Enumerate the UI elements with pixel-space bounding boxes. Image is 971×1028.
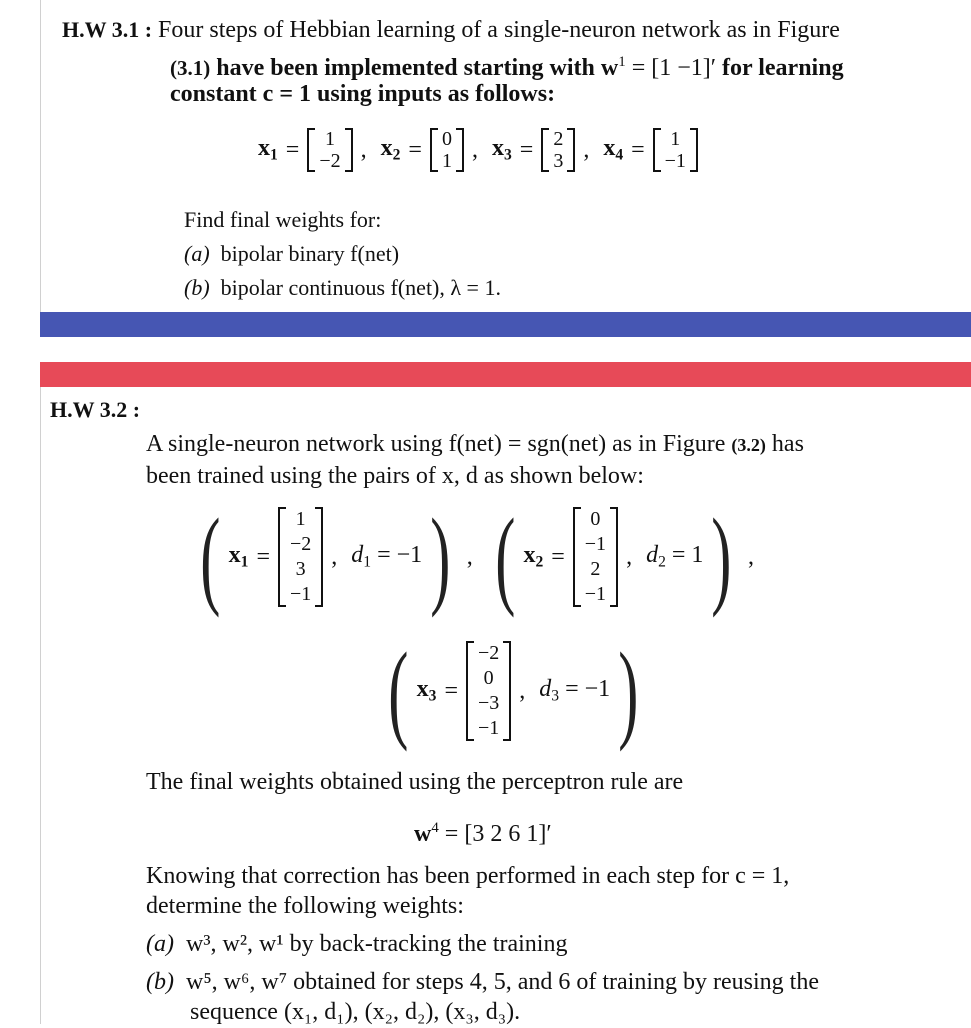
w-init-symbol: w [600,54,619,81]
x4-label: $x_4$ [603,135,624,164]
divider-band-red [40,362,971,387]
w-init-value: [1 −1]′ [651,54,717,81]
hw1-line2-text: have been implemented starting with [216,54,595,81]
x3-vector: 2 3 [541,128,575,172]
hw1-line2: (3.1) have been implemented starting with $w^1 = [1 -1]'$ for learning [170,54,844,81]
right-paren: ) [430,496,451,618]
hw2-know1: Knowing that correction has been performed in each step for c = 1, [146,863,790,889]
hw2-pairs-row1: ( $x_1$ = 1 −2 3 −1 , $d_1 = -1$ ) , ( $x_2$ = 0 −1 2 −1 , $d_2 = 1$ ) , [200,496,755,618]
x4-vector: 1 −1 [653,128,698,172]
x2-label: $x_2$ [380,135,401,164]
pair2-x-vector: 0 −1 2 −1 [573,507,618,607]
pair1-d: $d_1 = -1$ [351,542,423,571]
pair2-d: $d_2 = 1$ [646,542,704,571]
left-paren: ( [388,630,409,752]
hw1-figure-ref: (3.1) [170,55,211,80]
x2-vector: 0 1 [430,128,464,172]
hw2-line2: been trained using the pairs of x, d as shown below: [146,463,644,489]
pair3-x-vector: −2 0 −3 −1 [466,641,511,741]
hw1-part-a: (a) bipolar binary f(net) [184,241,400,266]
hw2-part-b-cont: sequence (x₁, d₁), (x₂, d₂), (x₃, d₃). [190,999,521,1025]
hw2-pairs-row2: ( $x_3$ = −2 0 −3 −1 , $d_3 = -1$ ) [388,630,639,752]
hw2-final-text: The final weights obtained using the perceptron rule are [146,769,684,795]
hw1-line2-end: for learning [722,54,844,81]
hw1-line1-text: Four steps of Hebbian learning of a single-neuron network as in Figure [158,17,840,43]
hw1-label: H.W 3.1 : [62,17,153,42]
x1-label: $x_1$ [258,135,278,164]
left-paren: ( [495,496,516,618]
pair1-x-label: $x_1$ [228,542,249,571]
pair1-x-vector: 1 −2 3 −1 [278,507,323,607]
w4-equation: $w^4 = [3$ 2 6 1]′ [414,820,552,847]
hw1-line1 [62,14,840,46]
hw2-know2: determine the following weights: [146,893,464,919]
pair2-x-label: $x_2$ [523,542,544,571]
pair3-d: $d_3 = -1$ [539,676,611,705]
frame-border [40,0,41,337]
hw2-part-b: (b) w⁵, w⁶, w⁷ obtained for steps 4, 5, and 6 of training by reusing the [146,969,819,995]
hw2-label: H.W 3.2 : [50,397,141,422]
divider-band-blue [40,312,971,337]
hw1-inputs: $x_1$ = 1 −2 , $x_2$ = 0 1 , $x_3$ = 2 3 , $x_4$ = 1 −1 [258,128,698,172]
right-paren: ) [711,496,732,618]
pair3-x-label: $x_3$ [416,676,437,705]
left-paren: ( [200,496,221,618]
x1-vector: 1 −2 [307,128,352,172]
w-init-sup: 1 [618,54,626,70]
hw1-part-b: (b) bipolar continuous f(net), λ = 1. [184,275,501,300]
frame-border [40,362,41,1024]
hw2-part-a: (a) w³, w², w¹ by back-tracking the training [146,931,568,957]
hw1-find: Find final weights for: [184,207,382,232]
hw1-line3: constant c = 1 using inputs as follows: [170,81,556,107]
x3-label: $x_3$ [491,135,512,164]
right-paren: ) [618,630,639,752]
hw2-line1: A single-neuron network using f(net) = sgn(net) as in Figure (3.2) has [146,431,804,457]
